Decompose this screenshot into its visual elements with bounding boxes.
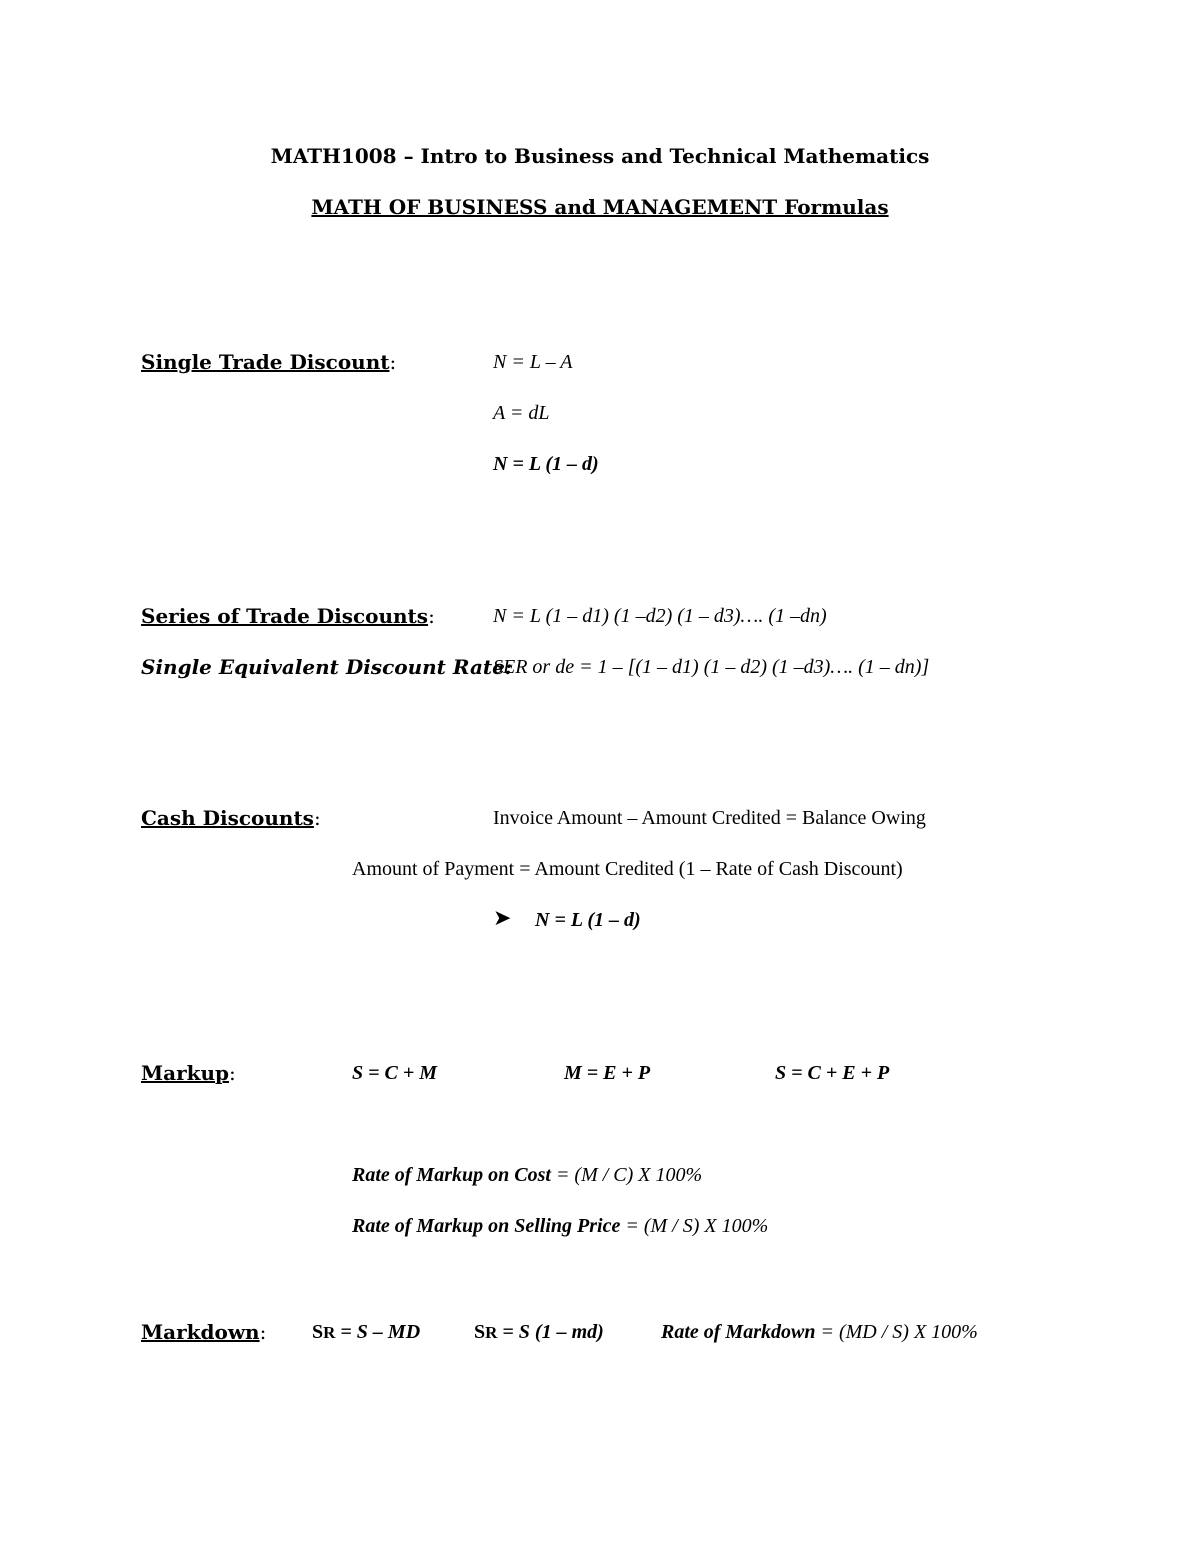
formula-label: Rate of Markdown (661, 1321, 816, 1343)
formula-expression: = (MD / S) X 100% (815, 1321, 978, 1343)
section-label: Markdown (141, 1320, 260, 1344)
section-label: Single Trade Discount (141, 350, 390, 374)
formula-balance-owing: Invoice Amount – Amount Credited = Balance Owing (493, 807, 926, 829)
formula-markup-amount: M = E + P (564, 1062, 651, 1084)
symbol-r: R (323, 1323, 336, 1342)
section-colon: : (259, 1320, 267, 1344)
formula-expression: = (M / C) X 100% (550, 1164, 703, 1186)
formula-expression: = (M / S) X 100% (620, 1215, 769, 1237)
formula-rate-markup-selling-price (352, 1216, 768, 1236)
symbol-s: S (312, 1321, 324, 1343)
symbol-s: S (474, 1321, 486, 1343)
section-label: Series of Trade Discounts (141, 604, 429, 628)
formula-expression: = S (1 – md) (497, 1321, 604, 1343)
formula-cash-net-price: N = L (1 – d) (535, 909, 641, 931)
document-title: MATH OF BUSINESS and MANAGEMENT Formulas (311, 195, 889, 219)
arrow-bullet-icon: ➤ (493, 906, 512, 931)
section-colon: : (313, 806, 321, 830)
course-title: MATH1008 – Intro to Business and Technical Mathematics (270, 144, 930, 168)
formula-reduced-price (312, 1322, 420, 1342)
formula-net-price-rate: N = L (1 – d) (493, 453, 599, 475)
symbol-r: R (485, 1323, 498, 1342)
formula-selling-price-expanded: S = C + E + P (775, 1062, 890, 1084)
single-equivalent-discount-heading: Single Equivalent Discount Rate: (141, 655, 513, 679)
markdown-heading (141, 1322, 266, 1342)
formula-series-net-price: N = L (1 – d1) (1 –d2) (1 – d3)…. (1 –dn) (493, 605, 827, 627)
formula-rate-markup-cost (352, 1165, 702, 1185)
formula-expression: = S – MD (335, 1321, 421, 1343)
formula-selling-price: S = C + M (352, 1062, 438, 1084)
cash-discounts-heading (141, 808, 321, 828)
single-trade-discount-heading (141, 352, 396, 372)
formula-amount-of-payment: Amount of Payment = Amount Credited (1 – Rate of Cash Discount) (352, 858, 903, 880)
section-colon: : (389, 350, 397, 374)
series-trade-discounts-heading (141, 606, 435, 626)
section-colon: : (428, 604, 435, 628)
formula-discount-amount: A = dL (493, 402, 550, 424)
section-label: Markup (141, 1061, 230, 1085)
formula-net-price: N = L – A (493, 351, 573, 373)
formula-label: Rate of Markup on Cost (352, 1164, 551, 1186)
formula-rate-of-markdown (661, 1322, 978, 1342)
formula-reduced-price-rate (474, 1322, 604, 1342)
section-colon: : (229, 1061, 236, 1085)
formula-label: Rate of Markup on Selling Price (352, 1215, 621, 1237)
markup-heading (141, 1063, 236, 1083)
section-label: Cash Discounts (141, 806, 314, 830)
formula-single-equivalent-rate: SER or de = 1 – [(1 – d1) (1 – d2) (1 –d3)…. (1 – dn)] (493, 656, 930, 678)
